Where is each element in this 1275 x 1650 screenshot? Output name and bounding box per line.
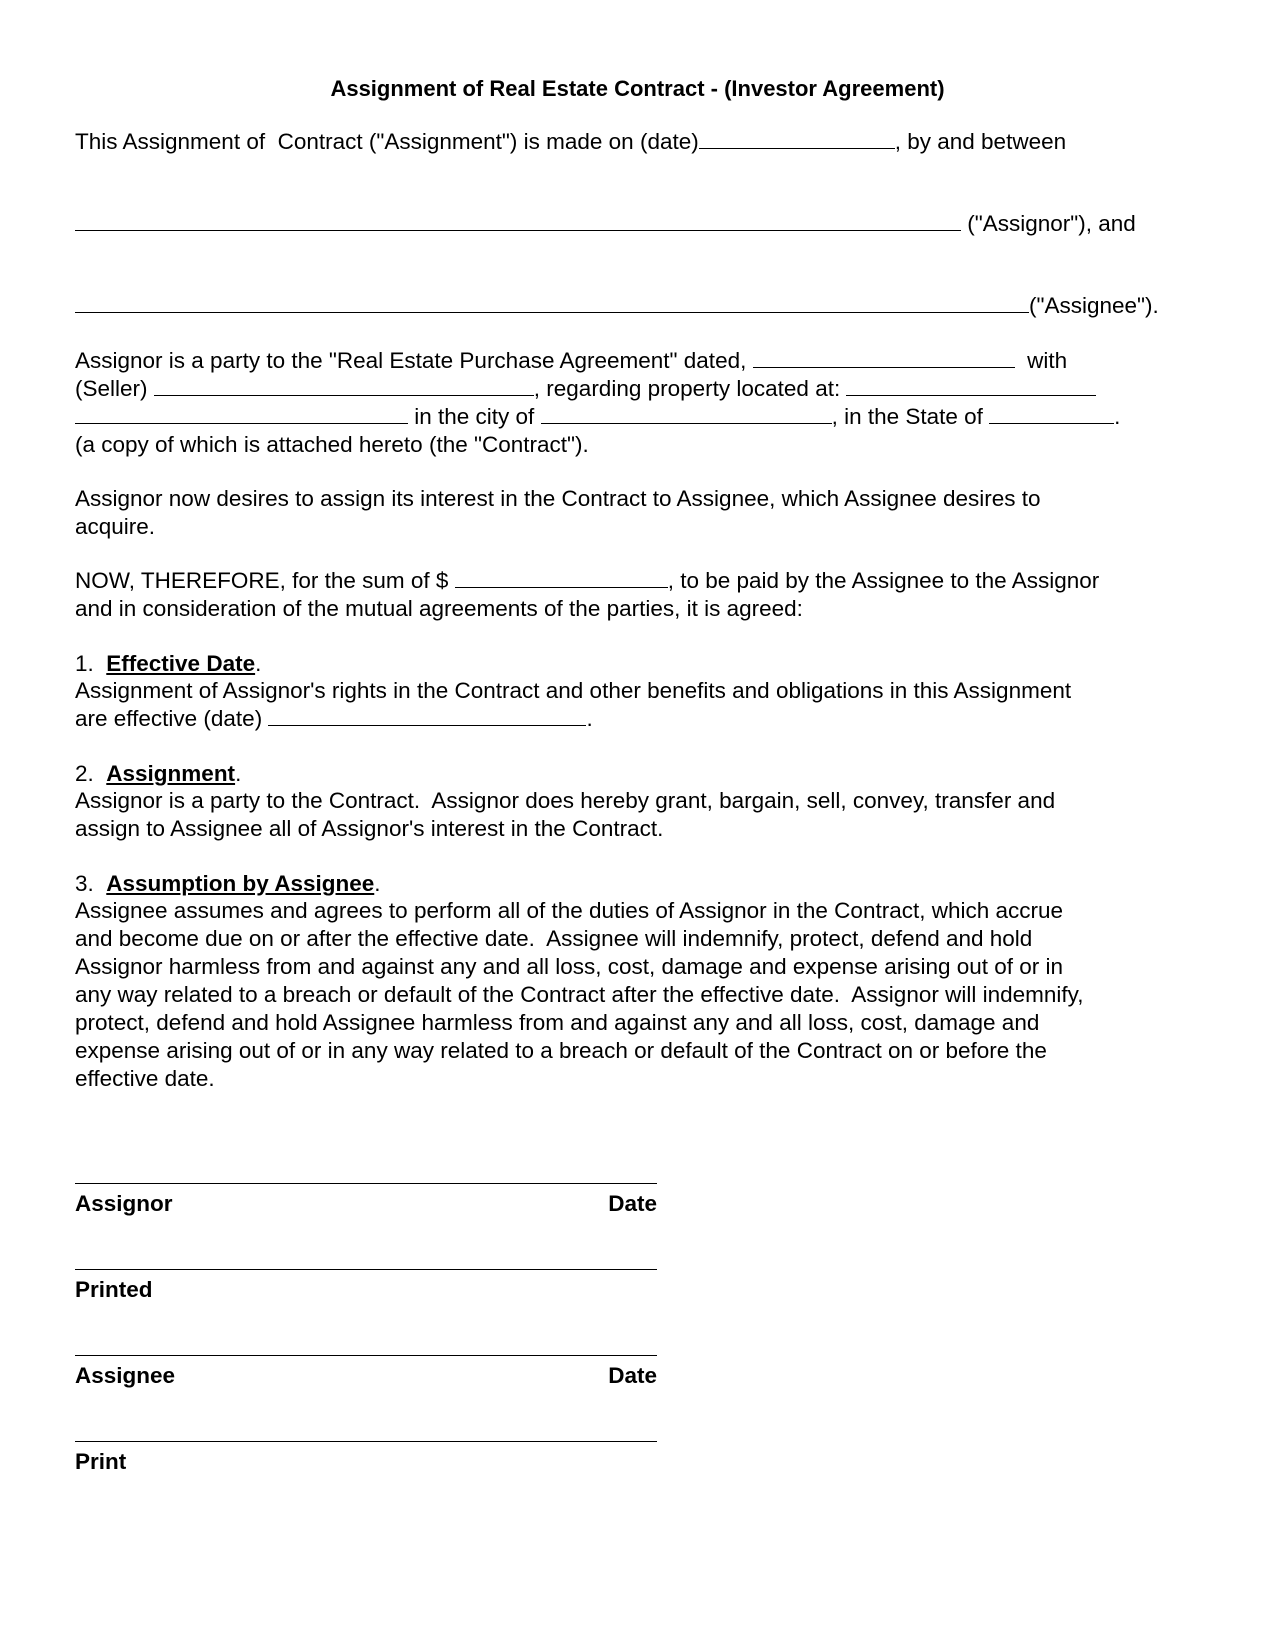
therefore-line-2: and in consideration of the mutual agreements of the parties, it is agreed: [75, 596, 803, 621]
section-3-number: 3. [75, 871, 94, 896]
effective-date-label: are effective (date) [75, 706, 269, 731]
print-name-line[interactable] [75, 1441, 657, 1442]
assignee-line [75, 292, 1159, 320]
assignee-label: ("Assignee"). [1029, 293, 1159, 318]
assignor-signature-line[interactable] [75, 1183, 657, 1184]
section-1-line-1: Assignment of Assignor's rights in the Contract and other benefits and obligations in this Assignment [75, 678, 1072, 703]
sum-blank[interactable] [455, 567, 668, 588]
section-1-heading: 1. Effective Date. [75, 651, 262, 676]
section-3-line-2: and become due on or after the effective date. Assignee will indemnify, protect, defend and hold [75, 926, 1033, 951]
date-blank[interactable] [699, 128, 895, 149]
city-blank[interactable] [541, 403, 832, 424]
with-text: with [1027, 348, 1068, 373]
purchase-line-2 [75, 375, 1096, 403]
section-3-title: Assumption by Assignee [106, 871, 375, 896]
section-1-title: Effective Date [106, 651, 256, 676]
section-3-line-7: effective date. [75, 1066, 215, 1091]
property-blank[interactable] [846, 375, 1096, 396]
intro-prefix: This Assignment of Contract ("Assignment") is made on (date) [75, 129, 699, 154]
section-3-line-5: protect, defend and hold Assignee harmless from and against any and all loss, cost, damage and [75, 1010, 1040, 1035]
purchase-line-3 [75, 403, 1120, 431]
section-3-heading: 3. Assumption by Assignee. [75, 871, 381, 896]
section-1-line-2 [75, 705, 593, 733]
assignee-signature-line[interactable] [75, 1355, 657, 1356]
property-label: , regarding property located at: [533, 376, 841, 401]
section-2-title: Assignment [106, 761, 236, 786]
intro-suffix: , by and between [894, 129, 1067, 154]
state-blank[interactable] [989, 403, 1114, 424]
sum-label: NOW, THEREFORE, for the sum of $ [75, 568, 455, 593]
assignor-date-label: Date [608, 1191, 657, 1216]
intro-line [75, 128, 1066, 156]
assignee-name-blank[interactable] [75, 292, 1029, 313]
seller-label: (Seller) [75, 376, 148, 401]
assignor-signature-label: Assignor [75, 1191, 173, 1216]
section-2-number: 2. [75, 761, 94, 786]
assignee-date-label: Date [608, 1363, 657, 1388]
sum-suffix: , to be paid by the Assignee to the Assignor [667, 568, 1100, 593]
section-3-line-6: expense arising out of or in any way related to a breach or default of the Contract on or before the [75, 1038, 1047, 1063]
printed-name-line[interactable] [75, 1269, 657, 1270]
assignor-line [75, 210, 1136, 238]
section-3-line-3: Assignor harmless from and against any and all loss, cost, damage and expense arising out of or in [75, 954, 1064, 979]
state-period: . [1114, 404, 1121, 429]
section-2-heading: 2. Assignment. [75, 761, 242, 786]
section-3-line-4: any way related to a breach or default of the Contract after the effective date. Assignor will indemnify, [75, 982, 1084, 1007]
therefore-line-1 [75, 567, 1099, 595]
document-title: Assignment of Real Estate Contract - (Investor Agreement) [330, 76, 945, 101]
purchase-line-1 [75, 347, 1067, 375]
assignor-label: ("Assignor"), and [961, 211, 1136, 236]
desire-line-1: Assignor now desires to assign its interest in the Contract to Assignee, which Assignee desires to [75, 486, 1041, 511]
assignee-signature-label: Assignee [75, 1363, 176, 1388]
printed-label: Printed [75, 1277, 153, 1302]
section-2-line-2: assign to Assignee all of Assignor's interest in the Contract. [75, 816, 664, 841]
seller-blank[interactable] [154, 375, 534, 396]
purchase-line-4: (a copy of which is attached hereto (the "Contract"). [75, 432, 589, 457]
purchase-line1-text: Assignor is a party to the "Real Estate Purchase Agreement" dated, [75, 348, 747, 373]
effective-date-blank[interactable] [268, 705, 586, 726]
property-cont-blank[interactable] [75, 403, 408, 424]
state-label: , in the State of [831, 404, 990, 429]
section-3-line-1: Assignee assumes and agrees to perform all of the duties of Assignor in the Contract, which accrue [75, 898, 1064, 923]
city-label: in the city of [408, 404, 541, 429]
effective-date-period: . [586, 706, 593, 731]
section-2-line-1: Assignor is a party to the Contract. Assignor does hereby grant, bargain, sell, convey, transfer and [75, 788, 1056, 813]
agreement-date-blank[interactable] [753, 347, 1015, 368]
section-1-number: 1. [75, 651, 94, 676]
assignor-name-blank[interactable] [75, 210, 961, 231]
print-label: Print [75, 1449, 127, 1474]
desire-line-2: acquire. [75, 514, 156, 539]
